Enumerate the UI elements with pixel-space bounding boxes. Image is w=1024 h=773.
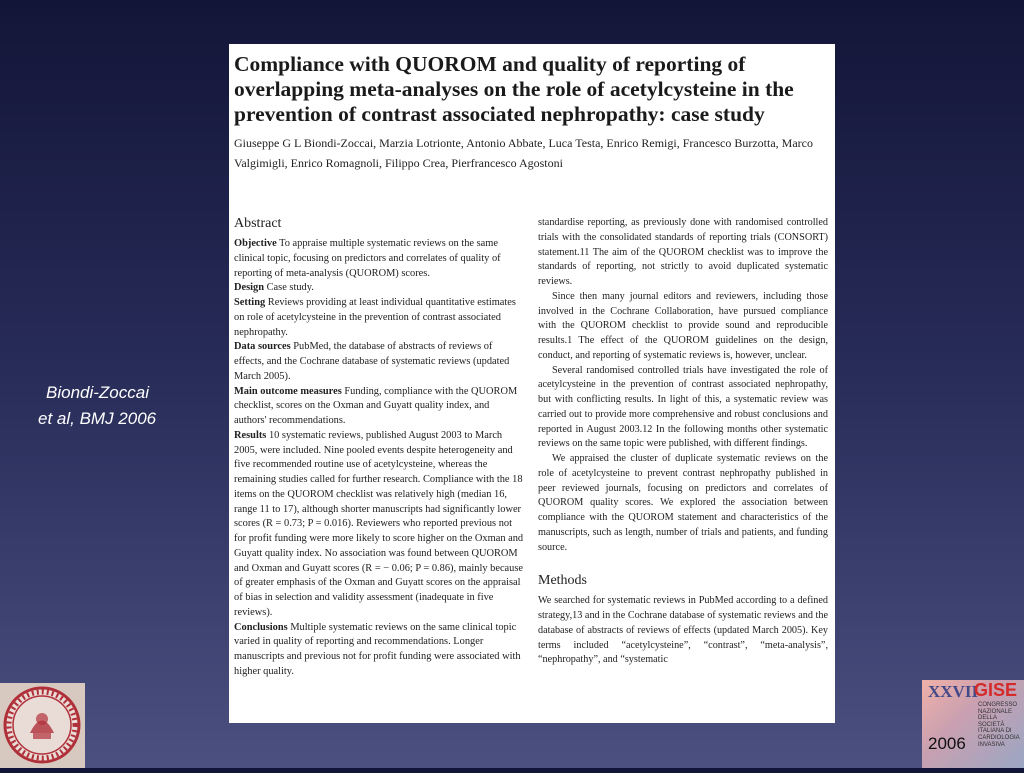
abstract-text: Funding, compliance with the QUOROM checklist, scores on the Oxman and Guyatt quality index, and authors' recommendations.	[234, 385, 518, 426]
citation-line-1: Biondi-Zoccai	[46, 383, 149, 402]
body-paragraph: Several randomised controlled trials have investigated the role of acetylcysteine in the prevention of contrast associated nephropathy, but with conflicting results. In light of this, a systematic review was carried out to provide more comprehensive and robust conclusions and reported in August 2003.12 In the following months other systematic reviews on the same topic were published, with different findings.	[538, 364, 828, 450]
body-paragraph: We appraised the cluster of duplicate systematic reviews on the role of acetylcysteine to prevent contrast nephropathy published in peer reviewed journals, focusing on predictors and correlates of QUOROM quality scores. We explored the association between compliance with the QUOROM statement and characteristics of the manuscripts, such as length, number of trials and patients, and funding source.	[538, 453, 828, 553]
abstract-objective	[234, 237, 524, 281]
gise-edition: XXVII	[928, 682, 979, 701]
paper-page	[229, 44, 835, 723]
abstract-label: Main outcome measures	[234, 385, 342, 397]
paper-columns	[234, 216, 829, 680]
abstract-label: Objective	[234, 238, 277, 249]
abstract-setting	[234, 296, 524, 340]
body-paragraph: standardise reporting, as previously done with randomised controlled trials with the consolidated standards of reporting trials (CONSORT) statement.11 The aim of the QUOROM checklist was to improve the standards of reporting, not strictly to avoid duplicated systematic reviews.	[538, 217, 828, 287]
abstract-label: Design	[234, 282, 265, 294]
abstract-main-outcome	[234, 385, 524, 429]
methods-paragraph: We searched for systematic reviews in PubMed according to a defined strategy,13 and in the Cochrane database of systematic reviews and the database of abstracts of reviews of effects (updated March 2005). Key terms included “acetylcysteine”, “contrast”, “meta-analysis”, “nephropathy”, and “systematic	[538, 595, 828, 666]
abstract-results	[234, 429, 524, 621]
gise-subtitle: CONGRESSO NAZIONALE DELLA SOCIETÀ ITALIANA DI CARDIOLOGIA INVASIVA	[978, 702, 1020, 748]
abstract-label: Setting	[234, 297, 266, 308]
gise-congress-logo	[922, 680, 1024, 768]
paper-title: Compliance with QUOROM and quality of reporting of overlapping meta-analyses on the role of acetylcysteine in the prevention of contrast associated nephropathy: case study	[234, 52, 794, 126]
methods-heading: Methods	[538, 573, 587, 589]
abstract-conclusions	[234, 621, 524, 680]
abstract-column	[234, 216, 524, 680]
university-seal-logo	[0, 683, 85, 768]
gise-year: 2006	[928, 734, 966, 753]
abstract-text: Multiple systematic reviews on the same clinical topic varied in quality of reporting and recommendations. Longer manuscripts and previous not for profit funding were associated with higher quality.	[234, 621, 521, 677]
abstract-label: Data sources	[234, 341, 291, 353]
abstract-text: PubMed, the database of abstracts of reviews of effects, and the Cochrane database of systematic reviews (updated March 2005).	[234, 341, 510, 382]
abstract-text: 10 systematic reviews, published August 2003 to March 2005, were included. Nine pooled events despite heterogeneity and five recommended routine use of acetylcysteine, whereas the remaining studies called for further research. Compliance with the 18 items on the QUOROM checklist was relatively high (median 16, range 11 to 17), although shorter manuscripts had significantly lower scores (R = 0.73; P = 0.016). Reviewers who reported previous not for profit funding were more likely to score higher on the Oxman and Guyatt quality index. No association was found between QUOROM and Oxman and Guyatt scores (R = − 0.06; P = 0.86), mainly because of greater emphasis of the Oxman and Guyatt scores on the appraisal of bias in selection and validity assessment (inadequate in five reviews).	[234, 429, 524, 618]
seal-icon	[0, 683, 85, 768]
body-column	[538, 216, 828, 680]
abstract-data-sources	[234, 340, 524, 384]
abstract-heading: Abstract	[234, 216, 282, 231]
citation-line-2: et al, BMJ 2006	[38, 409, 157, 428]
abstract-design	[234, 281, 524, 296]
abstract-label: Conclusions	[234, 621, 288, 633]
citation-caption	[30, 380, 190, 432]
abstract-text: Case study.	[264, 282, 314, 294]
abstract-text: Reviews providing at least individual quantitative estimates on role of acetylcysteine in the prevention of contrast associated nephropathy.	[234, 297, 516, 338]
paper-authors: Giuseppe G L Biondi-Zoccai, Marzia Lotrionte, Antonio Abbate, Luca Testa, Enrico Remigi, Francesco Burzotta, Marco Valgimigli, Enrico Romagnoli, Filippo Crea, Pierfrancesco Agostoni	[234, 136, 813, 170]
body-paragraph: Since then many journal editors and reviewers, including those involved in the Cochrane Collaboration, have pursued compliance with the QUOROM checklist to provide sound and reproducible results.1 The effect of the QUOROM guidelines on the design, conduct, and reporting of systematic reviews is, however, unclear.	[538, 290, 828, 361]
abstract-text: To appraise multiple systematic reviews on the same clinical topic, focusing on predictors and correlates of quality of reporting of meta-analysis (QUOROM) scores.	[234, 238, 501, 279]
gise-name: GISE	[974, 680, 1018, 700]
abstract-label: Results	[234, 429, 267, 441]
